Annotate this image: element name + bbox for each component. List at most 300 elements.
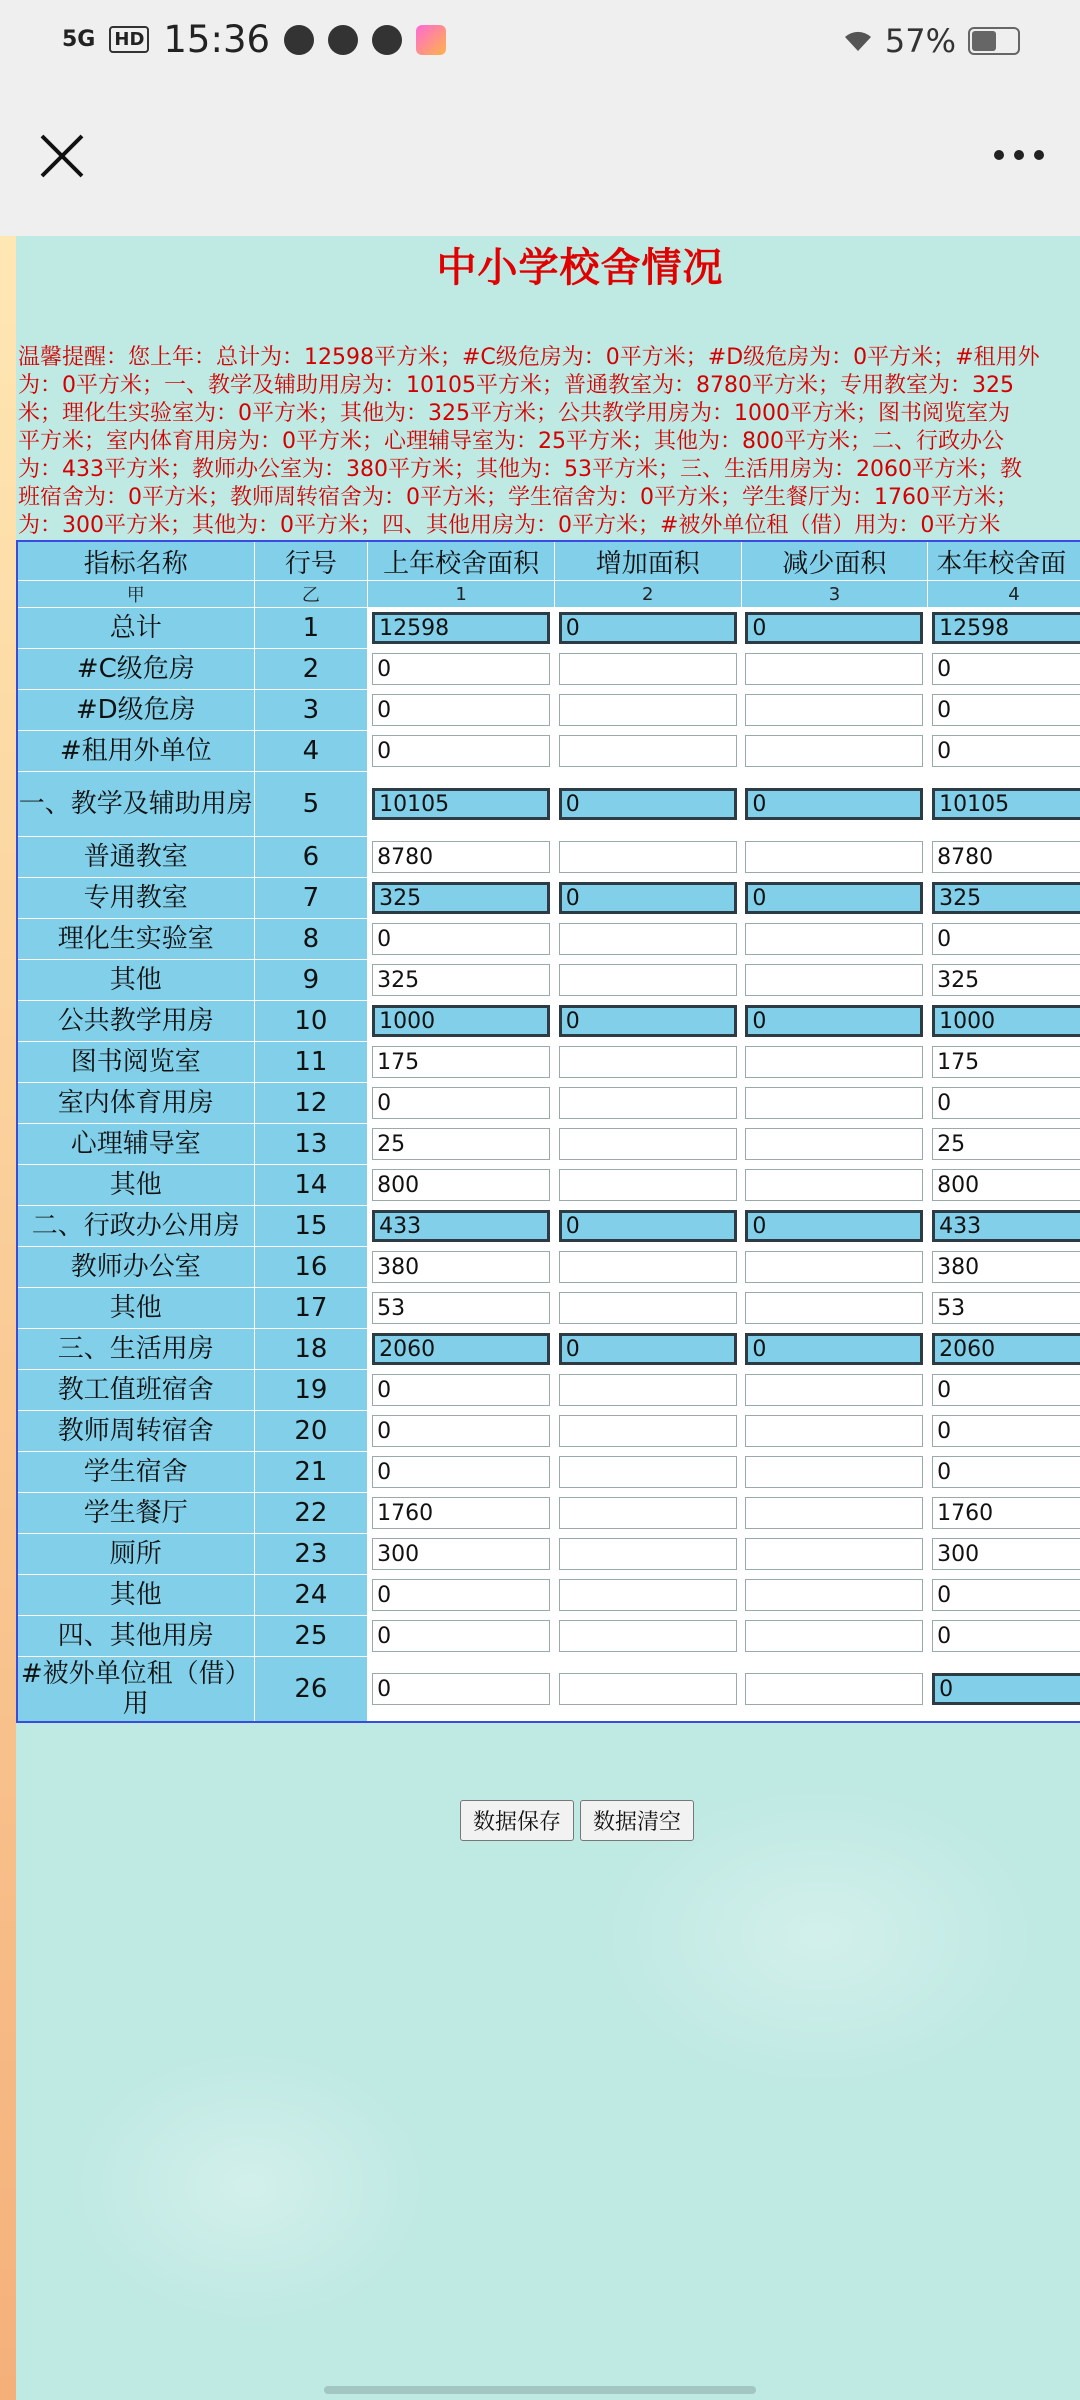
app-notification-icon	[284, 25, 314, 55]
current-year-area-input[interactable]	[932, 1456, 1080, 1488]
value-cell	[928, 1165, 1080, 1206]
row-name: 公共教学用房	[17, 1001, 254, 1042]
current-year-area-input[interactable]	[932, 1128, 1080, 1160]
row-number: 16	[254, 1247, 368, 1288]
last-year-area-input[interactable]	[372, 1169, 550, 1201]
value-cell	[928, 1657, 1080, 1723]
subheader-cell: 甲	[17, 581, 254, 608]
header-cell: 增加面积	[554, 541, 741, 581]
value-cell	[554, 649, 741, 690]
increase-area-input[interactable]	[559, 1210, 737, 1242]
value-cell	[928, 919, 1080, 960]
value-cell	[741, 919, 928, 960]
table-row	[17, 1452, 1080, 1493]
current-year-area-input[interactable]	[932, 1005, 1080, 1037]
wifi-icon	[843, 29, 873, 53]
last-year-area-input[interactable]	[372, 1374, 550, 1406]
value-cell	[554, 1001, 741, 1042]
value-cell	[554, 1493, 741, 1534]
row-number: 1	[254, 608, 368, 649]
row-name: 其他	[17, 960, 254, 1001]
increase-area-input[interactable]	[559, 653, 737, 685]
value-cell	[928, 1124, 1080, 1165]
last-year-area-input[interactable]	[372, 1333, 550, 1365]
increase-area-input[interactable]	[559, 1333, 737, 1365]
value-cell	[368, 1616, 555, 1657]
value-cell	[741, 608, 928, 649]
table-row	[17, 1657, 1080, 1723]
header-cell: 指标名称	[17, 541, 254, 581]
last-year-area-input[interactable]	[372, 1579, 550, 1611]
value-cell	[928, 772, 1080, 837]
decrease-area-input[interactable]	[745, 1046, 923, 1078]
value-cell	[928, 731, 1080, 772]
value-cell	[368, 1165, 555, 1206]
value-cell	[741, 1329, 928, 1370]
row-number: 12	[254, 1083, 368, 1124]
increase-area-input[interactable]	[559, 1456, 737, 1488]
value-cell	[741, 1493, 928, 1534]
school-building-table	[16, 540, 1080, 1723]
last-year-area-input[interactable]	[372, 653, 550, 685]
table-row	[17, 1329, 1080, 1370]
decrease-area-input[interactable]	[745, 1579, 923, 1611]
header-cell: 本年校舍面	[928, 541, 1080, 581]
current-year-area-input[interactable]	[932, 1497, 1080, 1529]
row-number: 4	[254, 731, 368, 772]
row-number: 20	[254, 1411, 368, 1452]
current-year-area-input[interactable]	[932, 1374, 1080, 1406]
value-cell	[368, 1329, 555, 1370]
decrease-area-input[interactable]	[745, 1374, 923, 1406]
subheader-cell: 3	[741, 581, 928, 608]
decrease-area-input[interactable]	[745, 1497, 923, 1529]
increase-area-input[interactable]	[559, 923, 737, 955]
last-year-area-input[interactable]	[372, 1292, 550, 1324]
hd-icon: HD	[109, 26, 149, 53]
current-year-area-input[interactable]	[932, 1087, 1080, 1119]
increase-area-input[interactable]	[559, 735, 737, 767]
notice-text	[18, 344, 1080, 540]
table-row	[17, 878, 1080, 919]
current-year-area-input[interactable]	[932, 1046, 1080, 1078]
last-year-area-input[interactable]	[372, 1087, 550, 1119]
value-cell	[741, 1575, 928, 1616]
value-cell	[368, 1575, 555, 1616]
decrease-area-input[interactable]	[745, 1673, 923, 1705]
value-cell	[928, 1452, 1080, 1493]
clear-data-button[interactable]: 数据清空	[580, 1800, 694, 1841]
table-header-row	[17, 541, 1080, 581]
table-row	[17, 1165, 1080, 1206]
value-cell	[928, 1247, 1080, 1288]
row-number: 19	[254, 1370, 368, 1411]
last-year-area-input[interactable]	[372, 1210, 550, 1242]
decrease-area-input[interactable]	[745, 841, 923, 873]
more-options-icon[interactable]	[994, 150, 1044, 160]
value-cell	[368, 1206, 555, 1247]
increase-area-input[interactable]	[559, 1579, 737, 1611]
value-cell	[368, 960, 555, 1001]
row-number: 5	[254, 772, 368, 837]
row-number: 18	[254, 1329, 368, 1370]
last-year-area-input[interactable]	[372, 1128, 550, 1160]
row-name: #C级危房	[17, 649, 254, 690]
row-number: 22	[254, 1493, 368, 1534]
value-cell	[928, 1001, 1080, 1042]
notice-line: 温馨提醒：您上年：总计为：12598平方米；#C级危房为：0平方米；#D级危房为：0平方米；#租用外	[18, 345, 1040, 370]
increase-area-input[interactable]	[559, 612, 737, 644]
table-row	[17, 1206, 1080, 1247]
notice-line: 平方米；室内体育用房为：0平方米；心理辅导室为：25平方米；其他为：800平方米；二、行政办公	[18, 429, 1004, 454]
save-data-button[interactable]: 数据保存	[460, 1800, 574, 1841]
value-cell	[928, 837, 1080, 878]
value-cell	[368, 919, 555, 960]
value-cell	[928, 1616, 1080, 1657]
last-year-area-input[interactable]	[372, 964, 550, 996]
current-year-area-input[interactable]	[932, 653, 1080, 685]
table-row	[17, 1083, 1080, 1124]
increase-area-input[interactable]	[559, 882, 737, 914]
current-year-area-input[interactable]	[932, 1620, 1080, 1652]
notice-line: 班宿舍为：0平方米；教师周转宿舍为：0平方米；学生宿舍为：0平方米；学生餐厅为：1760平方米；	[18, 485, 1018, 510]
row-name: 教师办公室	[17, 1247, 254, 1288]
subheader-cell: 1	[368, 581, 555, 608]
current-year-area-input[interactable]	[932, 1579, 1080, 1611]
increase-area-input[interactable]	[559, 841, 737, 873]
row-name: 三、生活用房	[17, 1329, 254, 1370]
current-year-area-input[interactable]	[932, 841, 1080, 873]
value-cell	[928, 960, 1080, 1001]
value-cell	[928, 1534, 1080, 1575]
value-cell	[741, 1370, 928, 1411]
row-number: 2	[254, 649, 368, 690]
value-cell	[554, 919, 741, 960]
last-year-area-input[interactable]	[372, 1620, 550, 1652]
table-row	[17, 960, 1080, 1001]
current-year-area-input[interactable]	[932, 964, 1080, 996]
battery-percent: 57%	[884, 22, 956, 60]
table-row	[17, 837, 1080, 878]
table-row	[17, 1042, 1080, 1083]
decrease-area-input[interactable]	[745, 1456, 923, 1488]
decrease-area-input[interactable]	[745, 1538, 923, 1570]
value-cell	[928, 649, 1080, 690]
row-name: 普通教室	[17, 837, 254, 878]
network-indicator: 5G	[62, 26, 96, 52]
last-year-area-input[interactable]	[372, 841, 550, 873]
last-year-area-input[interactable]	[372, 882, 550, 914]
value-cell	[741, 1288, 928, 1329]
increase-area-input[interactable]	[559, 1005, 737, 1037]
header-cell: 减少面积	[741, 541, 928, 581]
value-cell	[741, 960, 928, 1001]
value-cell	[554, 1206, 741, 1247]
current-year-area-input[interactable]	[932, 1251, 1080, 1283]
value-cell	[554, 1124, 741, 1165]
row-number: 15	[254, 1206, 368, 1247]
increase-area-input[interactable]	[559, 788, 737, 820]
last-year-area-input[interactable]	[372, 923, 550, 955]
value-cell	[554, 1616, 741, 1657]
row-name: 教工值班宿舍	[17, 1370, 254, 1411]
value-cell	[928, 690, 1080, 731]
row-number: 14	[254, 1165, 368, 1206]
current-year-area-input[interactable]	[932, 1538, 1080, 1570]
value-cell	[368, 1083, 555, 1124]
value-cell	[554, 1534, 741, 1575]
row-number: 6	[254, 837, 368, 878]
value-cell	[368, 1657, 555, 1723]
value-cell	[928, 1288, 1080, 1329]
decrease-area-input[interactable]	[745, 1005, 923, 1037]
increase-area-input[interactable]	[559, 1497, 737, 1529]
decrease-area-input[interactable]	[745, 964, 923, 996]
table-subheader-row	[17, 581, 1080, 608]
current-year-area-input[interactable]	[932, 1169, 1080, 1201]
value-cell	[368, 1288, 555, 1329]
row-name: 教师周转宿舍	[17, 1411, 254, 1452]
value-cell	[928, 1206, 1080, 1247]
notice-line: 为：433平方米；教师办公室为：380平方米；其他为：53平方米；三、生活用房为：2060平方米；教	[18, 457, 1022, 482]
subheader-cell: 乙	[254, 581, 368, 608]
increase-area-input[interactable]	[559, 1374, 737, 1406]
value-cell	[928, 878, 1080, 919]
value-cell	[741, 837, 928, 878]
decrease-area-input[interactable]	[745, 1251, 923, 1283]
row-name: 学生宿舍	[17, 1452, 254, 1493]
value-cell	[741, 1083, 928, 1124]
table-row	[17, 1534, 1080, 1575]
last-year-area-input[interactable]	[372, 1673, 550, 1705]
current-year-area-input[interactable]	[932, 1333, 1080, 1365]
value-cell	[554, 1247, 741, 1288]
value-cell	[554, 1657, 741, 1723]
subheader-cell: 2	[554, 581, 741, 608]
battery-level	[972, 31, 996, 51]
value-cell	[554, 1411, 741, 1452]
row-number: 21	[254, 1452, 368, 1493]
table-row	[17, 919, 1080, 960]
value-cell	[554, 837, 741, 878]
notice-line: 米；理化生实验室为：0平方米；其他为：325平方米；公共教学用房为：1000平方米；图书阅览室为	[18, 401, 1010, 426]
header-cell: 行号	[254, 541, 368, 581]
value-cell	[554, 1042, 741, 1083]
value-cell	[741, 1042, 928, 1083]
row-number: 9	[254, 960, 368, 1001]
value-cell	[554, 1575, 741, 1616]
value-cell	[741, 1616, 928, 1657]
value-cell	[368, 649, 555, 690]
table-row	[17, 772, 1080, 837]
decrease-area-input[interactable]	[745, 612, 923, 644]
row-name: 理化生实验室	[17, 919, 254, 960]
increase-area-input[interactable]	[559, 1169, 737, 1201]
status-bar	[0, 0, 1080, 80]
last-year-area-input[interactable]	[372, 1046, 550, 1078]
decrease-area-input[interactable]	[745, 1292, 923, 1324]
value-cell	[554, 1165, 741, 1206]
table-row	[17, 1411, 1080, 1452]
decrease-area-input[interactable]	[745, 1620, 923, 1652]
table-row	[17, 1493, 1080, 1534]
left-edge-strip	[0, 236, 16, 2400]
decrease-area-input[interactable]	[745, 1128, 923, 1160]
value-cell	[554, 1288, 741, 1329]
increase-area-input[interactable]	[559, 1251, 737, 1283]
clock: 15:36	[163, 18, 271, 61]
value-cell	[741, 1534, 928, 1575]
page-title: 中小学校舍情况	[436, 245, 724, 291]
last-year-area-input[interactable]	[372, 1538, 550, 1570]
current-year-area-input[interactable]	[932, 1292, 1080, 1324]
value-cell	[741, 1124, 928, 1165]
last-year-area-input[interactable]	[372, 788, 550, 820]
value-cell	[368, 1370, 555, 1411]
home-indicator[interactable]	[324, 2386, 756, 2394]
value-cell	[368, 1042, 555, 1083]
value-cell	[554, 1083, 741, 1124]
value-cell	[928, 1042, 1080, 1083]
app-notification-icon	[372, 25, 402, 55]
last-year-area-input[interactable]	[372, 1415, 550, 1447]
value-cell	[928, 1575, 1080, 1616]
value-cell	[554, 1370, 741, 1411]
row-name: 学生餐厅	[17, 1493, 254, 1534]
header-cell: 上年校舍面积	[368, 541, 555, 581]
value-cell	[741, 1165, 928, 1206]
row-name: 厕所	[17, 1534, 254, 1575]
app-notification-icon	[328, 25, 358, 55]
value-cell	[554, 1329, 741, 1370]
row-name: 其他	[17, 1165, 254, 1206]
increase-area-input[interactable]	[559, 1620, 737, 1652]
value-cell	[741, 1452, 928, 1493]
row-name: 心理辅导室	[17, 1124, 254, 1165]
last-year-area-input[interactable]	[372, 1251, 550, 1283]
value-cell	[741, 1001, 928, 1042]
last-year-area-input[interactable]	[372, 1005, 550, 1037]
value-cell	[741, 731, 928, 772]
decrease-area-input[interactable]	[745, 1169, 923, 1201]
increase-area-input[interactable]	[559, 1673, 737, 1705]
row-number: 11	[254, 1042, 368, 1083]
decrease-area-input[interactable]	[745, 1087, 923, 1119]
value-cell	[368, 837, 555, 878]
table-row	[17, 1247, 1080, 1288]
value-cell	[928, 1329, 1080, 1370]
table-row	[17, 1616, 1080, 1657]
value-cell	[928, 1083, 1080, 1124]
value-cell	[928, 1411, 1080, 1452]
current-year-area-input[interactable]	[932, 1415, 1080, 1447]
current-year-area-input[interactable]	[932, 1210, 1080, 1242]
table-row	[17, 1124, 1080, 1165]
current-year-area-input[interactable]	[932, 694, 1080, 726]
close-icon[interactable]	[36, 130, 88, 182]
value-cell	[554, 1452, 741, 1493]
decrease-area-input[interactable]	[745, 735, 923, 767]
value-cell	[368, 1452, 555, 1493]
value-cell	[741, 772, 928, 837]
table-row	[17, 649, 1080, 690]
increase-area-input[interactable]	[559, 964, 737, 996]
value-cell	[368, 608, 555, 649]
notice-line: 为：300平方米；其他为：0平方米；四、其他用房为：0平方米；#被外单位租（借）用为：0平方米	[18, 513, 1001, 538]
row-number: 26	[254, 1657, 368, 1723]
decrease-area-input[interactable]	[745, 1415, 923, 1447]
value-cell	[554, 960, 741, 1001]
current-year-area-input[interactable]	[932, 612, 1080, 644]
decrease-area-input[interactable]	[745, 694, 923, 726]
decrease-area-input[interactable]	[745, 923, 923, 955]
row-name: 其他	[17, 1575, 254, 1616]
table-row	[17, 608, 1080, 649]
row-number: 13	[254, 1124, 368, 1165]
row-name: 室内体育用房	[17, 1083, 254, 1124]
increase-area-input[interactable]	[559, 694, 737, 726]
value-cell	[368, 1411, 555, 1452]
value-cell	[741, 878, 928, 919]
increase-area-input[interactable]	[559, 1046, 737, 1078]
row-name: #租用外单位	[17, 731, 254, 772]
increase-area-input[interactable]	[559, 1538, 737, 1570]
decrease-area-input[interactable]	[745, 1210, 923, 1242]
increase-area-input[interactable]	[559, 1128, 737, 1160]
row-number: 25	[254, 1616, 368, 1657]
value-cell	[368, 731, 555, 772]
last-year-area-input[interactable]	[372, 1497, 550, 1529]
value-cell	[368, 772, 555, 837]
row-name: #D级危房	[17, 690, 254, 731]
current-year-area-input[interactable]	[932, 882, 1080, 914]
value-cell	[741, 690, 928, 731]
table-row	[17, 690, 1080, 731]
current-year-area-input[interactable]	[932, 788, 1080, 820]
current-year-area-input[interactable]	[932, 1673, 1080, 1705]
current-year-area-input[interactable]	[932, 923, 1080, 955]
decrease-area-input[interactable]	[745, 882, 923, 914]
row-number: 10	[254, 1001, 368, 1042]
webpage	[0, 236, 1080, 2400]
row-number: 17	[254, 1288, 368, 1329]
last-year-area-input[interactable]	[372, 735, 550, 767]
value-cell	[554, 772, 741, 837]
last-year-area-input[interactable]	[372, 1456, 550, 1488]
value-cell	[741, 1206, 928, 1247]
status-right	[843, 22, 1020, 60]
last-year-area-input[interactable]	[372, 612, 550, 644]
value-cell	[368, 1001, 555, 1042]
value-cell	[928, 1370, 1080, 1411]
decrease-area-input[interactable]	[745, 1333, 923, 1365]
row-name: 总计	[17, 608, 254, 649]
table-row	[17, 1370, 1080, 1411]
decrease-area-input[interactable]	[745, 788, 923, 820]
row-name: 四、其他用房	[17, 1616, 254, 1657]
status-left	[62, 18, 446, 61]
increase-area-input[interactable]	[559, 1415, 737, 1447]
last-year-area-input[interactable]	[372, 694, 550, 726]
decrease-area-input[interactable]	[745, 653, 923, 685]
row-name: 专用教室	[17, 878, 254, 919]
value-cell	[741, 1247, 928, 1288]
value-cell	[741, 1657, 928, 1723]
notice-line: 为：0平方米；一、教学及辅助用房为：10105平方米；普通教室为：8780平方米；专用教室为：325	[18, 373, 1014, 398]
increase-area-input[interactable]	[559, 1292, 737, 1324]
current-year-area-input[interactable]	[932, 735, 1080, 767]
increase-area-input[interactable]	[559, 1087, 737, 1119]
